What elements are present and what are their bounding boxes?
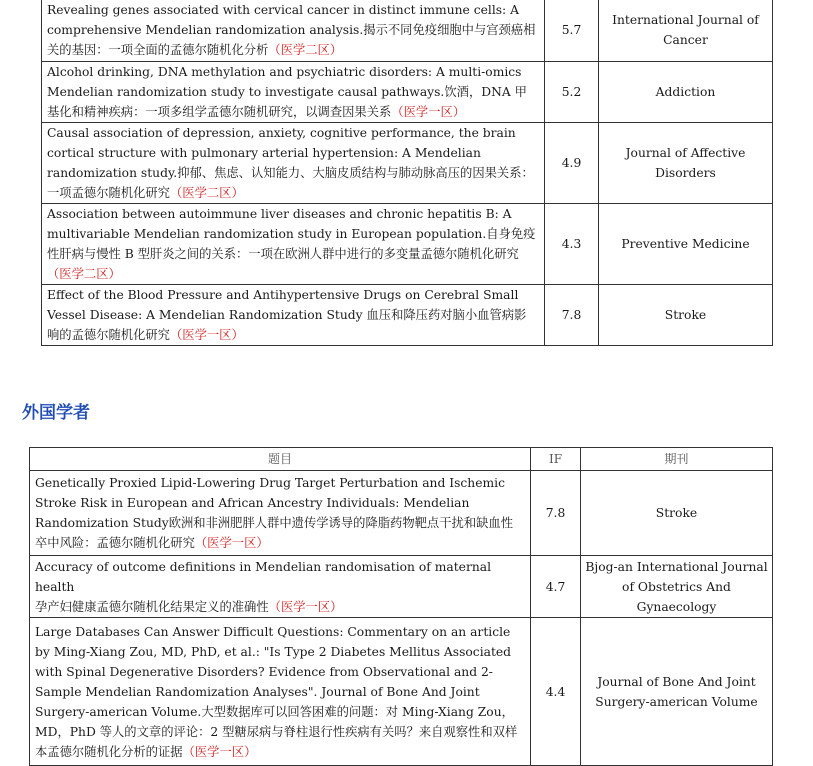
journal-name: Stroke	[581, 471, 773, 556]
table-row	[30, 471, 773, 556]
paper-title-zh: 欧洲和非洲肥胖人群中遗传学诱导的降脂药物靶点干扰和缺血性卒中风险：孟德尔随机化研究	[35, 516, 514, 550]
column-header-title: 题目	[30, 448, 531, 471]
table-header-row	[30, 448, 773, 471]
journal-name: International Journal of Cancer	[599, 0, 773, 62]
table-row	[42, 0, 773, 62]
impact-factor: 4.7	[531, 556, 581, 618]
table-row	[30, 556, 773, 618]
column-header-if: IF	[531, 448, 581, 471]
table-row	[42, 204, 773, 285]
paper-title-zh: 饮酒，DNA 甲基化和精神疾病：一项多组学孟德尔随机研究，以调查因果关系	[47, 85, 527, 119]
paper-title-zh: 孕产妇健康孟德尔随机化结果定义的准确性	[35, 599, 269, 614]
paper-title-cell	[42, 0, 545, 62]
chinese-scholars-table	[41, 0, 773, 346]
tier-tag: （医学二区）	[47, 267, 121, 281]
impact-factor: 5.7	[545, 0, 599, 62]
impact-factor: 4.4	[531, 618, 581, 766]
paper-title-cell	[42, 123, 545, 204]
paper-title-cell	[42, 285, 545, 346]
paper-title-cell	[30, 556, 531, 618]
paper-title-en: Genetically Proxied Lipid-Lowering Drug Target Perturbation and Ischemic Stroke Risk in European and African Ancestry Individuals: Mendelian Randomization Study	[35, 476, 505, 530]
table-row	[30, 618, 773, 766]
journal-name: Preventive Medicine	[599, 204, 773, 285]
impact-factor: 7.8	[545, 285, 599, 346]
journal-name: Bjog-an International Journal of Obstetrics And Gynaecology	[581, 556, 773, 618]
paper-title-en: Causal association of depression, anxiety, cognitive performance, the brain cortical structure with pulmonary arterial hypertension: A Mendelian randomization study.	[47, 126, 516, 180]
paper-title-en: Effect of the Blood Pressure and Antihypertensive Drugs on Cerebral Small Vessel Disease: A Mendelian Randomization Study	[47, 288, 519, 322]
paper-title-en: Revealing genes associated with cervical cancer in distinct immune cells: A comprehensive Mendelian randomization analysis.	[47, 3, 519, 37]
tier-tag: （医学一区）	[169, 328, 244, 342]
tier-tag: （医学一区）	[194, 536, 269, 550]
paper-title-en: Accuracy of outcome definitions in Mendelian randomisation of maternal health	[35, 559, 492, 594]
tier-tag: （医学二区）	[268, 43, 343, 57]
table-row	[42, 123, 773, 204]
journal-name: Journal of Affective Disorders	[599, 123, 773, 204]
paper-title-en: Alcohol drinking, DNA methylation and psychiatric disorders: A multi-omics Mendelian randomization study to investigate causal pathways.	[47, 65, 522, 99]
paper-title-cell	[42, 62, 545, 123]
table-row	[42, 62, 773, 123]
tier-tag: （医学二区）	[169, 186, 244, 200]
paper-title-en: Association between autoimmune liver diseases and chronic hepatitis B: A multivariable Mendelian randomization study in European population.	[47, 207, 512, 241]
paper-title-cell	[42, 204, 545, 285]
paper-title-zh: 揭示不同免疫细胞中与宫颈癌相关的基因：一项全面的孟德尔随机化分析	[47, 23, 536, 57]
paper-title-cell	[30, 471, 531, 556]
paper-title-en: Large Databases Can Answer Difficult Questions: Commentary on an article by Ming-Xiang Zou, MD, PhD, et al.: "Is Type 2 Diabetes Mellitus Associated with Spinal Degenerative Disorders? Evidence from Observational and 2-Sample Mendelian Randomization Analyses". Journal of Bone And Joint Surgery-american Volume.	[35, 624, 512, 719]
tier-tag: （医学一区）	[182, 744, 257, 759]
impact-factor: 4.3	[545, 204, 599, 285]
foreign-scholars-table	[29, 447, 773, 766]
tier-tag: （医学一区）	[268, 599, 343, 614]
paper-title-zh: 大型数据库可以回答困难的问题：对 Ming-Xiang Zou，MD，PhD 等人的文章的评论：2 型糖尿病与脊柱退行性疾病有关吗？来自观察性和双样本孟德尔随机化分析的证据	[35, 704, 518, 759]
paper-title-zh: 抑郁、焦虑、认知能力、大脑皮质结构与肺动脉高压的因果关系：一项孟德尔随机化研究	[47, 166, 534, 200]
impact-factor: 5.2	[545, 62, 599, 123]
journal-name: Stroke	[599, 285, 773, 346]
paper-title-zh: 血压和降压药对脑小血管病影响的孟德尔随机化研究	[47, 308, 527, 342]
journal-name: Journal of Bone And Joint Surgery-american Volume	[581, 618, 773, 766]
impact-factor: 7.8	[531, 471, 581, 556]
section-heading-foreign-scholars: 外国学者	[22, 403, 90, 423]
tier-tag: （医学一区）	[391, 105, 466, 119]
table-row	[42, 285, 773, 346]
column-header-journal: 期刊	[581, 448, 773, 471]
paper-title-cell	[30, 618, 531, 766]
paper-title-zh: 自身免疫性肝病与慢性 B 型肝炎之间的关系：一项在欧洲人群中进行的多变量孟德尔随机化研究	[47, 227, 536, 261]
journal-name: Addiction	[599, 62, 773, 123]
impact-factor: 4.9	[545, 123, 599, 204]
